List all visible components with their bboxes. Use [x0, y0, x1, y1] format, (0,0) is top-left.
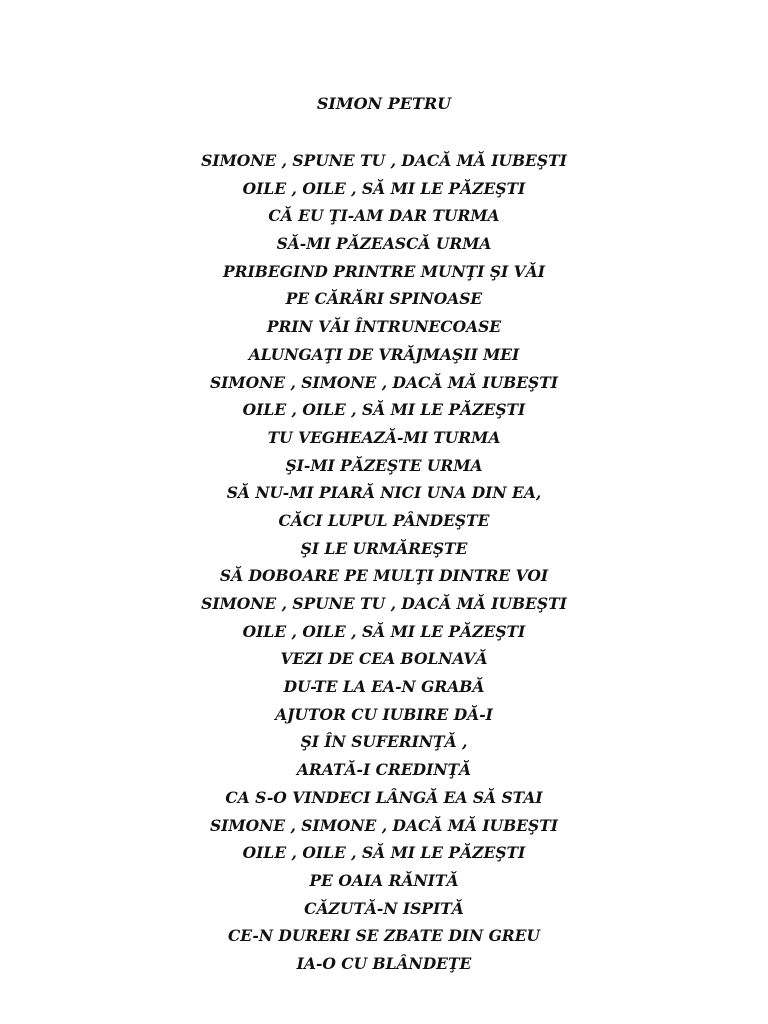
verse-line: SĂ NU-MI PIARĂ NICI UNA DIN EA,	[226, 483, 542, 503]
verse-line: SIMONE , SIMONE , DACĂ MĂ IUBEŞTI	[209, 372, 559, 392]
verse-line: CĂCI LUPUL PÂNDEŞTE	[278, 510, 490, 530]
verse-line: OILE , OILE , SĂ MI LE PĂZEŞTI	[242, 843, 526, 863]
verse-line: SIMONE , SPUNE TU , DACĂ MĂ IUBEŞTI	[201, 151, 567, 170]
verse-line: SĂ DOBOARE PE MULŢI DINTRE VOI	[219, 566, 549, 586]
verse-line: CA S-O VINDECI LÂNGĂ EA SĂ STAI	[225, 787, 543, 807]
verse-line: IA-O CU BLÂNDEŢE	[296, 953, 472, 973]
verse-line: SIMONE , SPUNE TU , DACĂ MĂ IUBEŞTI	[201, 594, 567, 613]
verse-line: OILE , OILE , SĂ MI LE PĂZEŞTI	[242, 178, 526, 198]
verse-line: TU VEGHEAZĂ-MI TURMA	[267, 427, 501, 447]
verse-line: SĂ-MI PĂZEASCĂ URMA	[276, 234, 492, 254]
verse-line: CĂ EU ŢI-AM DAR TURMA	[268, 206, 500, 226]
verse-line: SIMONE , SIMONE , DACĂ MĂ IUBEŞTI	[209, 815, 559, 835]
verse-line: CE-N DURERI SE ZBATE DIN GREU	[227, 926, 541, 946]
verse-line: AJUTOR CU IUBIRE DĂ-I	[275, 704, 493, 724]
verse-line: VEZI DE CEA BOLNAVĂ	[280, 649, 488, 669]
verse-line: ARATĂ-I CREDINŢĂ	[296, 760, 472, 780]
verse-line: ŞI LE URMĂREŞTE	[300, 538, 468, 558]
verse-line: CĂZUTĂ-N ISPITĂ	[304, 898, 464, 918]
verse-line: PRIN VĂI ÎNTRUNECOASE	[266, 317, 502, 337]
verse-line: PE OAIA RĂNITĂ	[309, 870, 459, 890]
verse-line: PRIBEGIND PRINTRE MUNŢI ŞI VĂI	[223, 261, 545, 281]
verse-line: DU-TE LA EA-N GRABĂ	[283, 677, 485, 697]
verse-lines	[0, 147, 768, 978]
verse-line: ŞI ÎN SUFERINŢĂ ,	[300, 732, 468, 752]
verse-line: ŞI-MI PĂZEŞTE URMA	[285, 455, 483, 475]
verse-line: PE CĂRĂRI SPINOASE	[285, 289, 483, 309]
verse-line: OILE , OILE , SĂ MI LE PĂZEŞTI	[242, 621, 526, 641]
verse-line: OILE , OILE , SĂ MI LE PĂZEŞTI	[242, 400, 526, 420]
document-title: SIMON PETRU	[316, 94, 452, 113]
verse-line: ALUNGAŢI DE VRĂJMAŞII MEI	[248, 344, 520, 364]
